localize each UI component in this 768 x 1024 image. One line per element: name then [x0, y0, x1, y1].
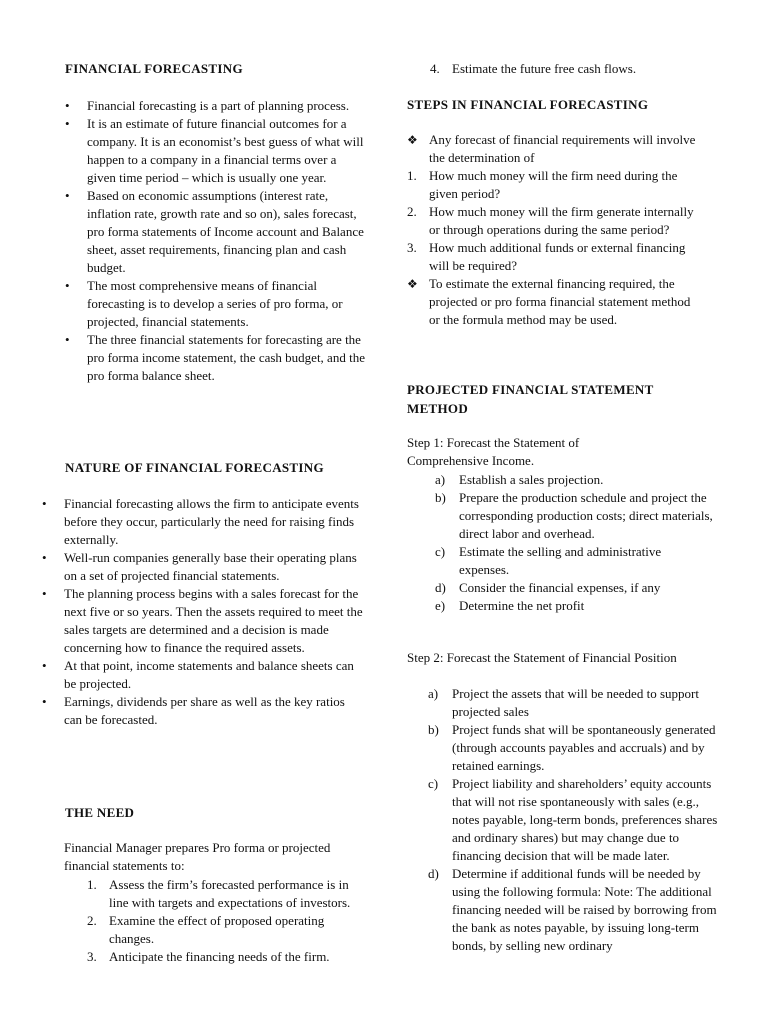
diamond-bullet-icon: ❖ [407, 133, 418, 147]
list-item [428, 775, 718, 865]
list-item: • The three financial statements for forecasting are the pro forma income statement, the cash budget, and the pro forma balance sheet. [87, 331, 367, 385]
steps-numbered-list [407, 167, 697, 275]
heading-the-need: THE NEED [65, 805, 135, 820]
item-number: 3. [407, 240, 417, 255]
item-number: 4. [430, 61, 440, 76]
item-text: Assess the firm’s forecasted performance is in line with targets and expectations of investors. [109, 877, 351, 910]
heading-projected-method: PROJECTED FINANCIAL STATEMENT METHOD [407, 382, 654, 416]
step2-title: Step 2: Forecast the Statement of Financial Position [407, 650, 677, 665]
item-letter: b) [428, 722, 439, 737]
list-item [435, 489, 713, 543]
need-numbered-list [87, 876, 361, 966]
list-item [428, 721, 718, 775]
item-text: Estimate the selling and administrative expenses. [459, 544, 662, 577]
diamond-bullet-icon: ❖ [407, 277, 418, 291]
list-item: • The planning process begins with a sales forecast for the next five or so years. Then the assets required to meet the sales targets are determined and a decision is made concerning how to finance the required assets. [64, 585, 364, 657]
item-number: 1. [407, 168, 417, 183]
steps-block [407, 131, 697, 329]
item-letter: a) [428, 686, 439, 701]
item-number: 2. [407, 204, 417, 219]
item-text: Project liability and shareholders’ equity accounts that will not rise spontaneously with sales (e.g., notes payable, long-term bonds, preferences shares and ordinary shares) but may change due to financing decision that will be made later. [452, 776, 718, 863]
forecasting-bullet-list [87, 97, 367, 385]
list-item: • Financial forecasting allows the firm to anticipate events before they occur, particularly the need for raising finds externally. [64, 495, 364, 549]
item-text: How much money will the firm generate internally or through operations during the same period? [429, 204, 694, 237]
item-text: Determine the net profit [459, 598, 585, 613]
need-list-continued [430, 60, 752, 78]
list-item: • It is an estimate of future financial outcomes for a company. It is an economist’s best guess of what will happen to a company in a financial terms over a given time period – which is usually one year. [87, 115, 367, 187]
item-text: How much additional funds or external financing will be required? [429, 240, 686, 273]
list-item [407, 203, 697, 239]
list-item [87, 912, 361, 948]
item-text: Estimate the future free cash flows. [452, 61, 637, 76]
list-item [435, 579, 713, 597]
item-letter: e) [435, 598, 446, 613]
item-letter: c) [435, 544, 446, 559]
heading-nature: NATURE OF FINANCIAL FORECASTING [65, 460, 324, 475]
list-item [87, 948, 361, 966]
step1-title: Step 1: Forecast the Statement of Comprehensive Income. [407, 435, 580, 468]
list-item: • Based on economic assumptions (interest rate, inflation rate, growth rate and so on), sales forecast, pro forma statements of Income account and Balance sheet, asset requirements, financing plan and cash budget. [87, 187, 367, 277]
list-item [407, 167, 697, 203]
list-item [407, 239, 697, 275]
item-text: To estimate the external financing required, the projected or pro forma financial statement method or the formula method may be used. [429, 276, 691, 327]
item-text: Anticipate the financing needs of the firm. [109, 949, 330, 964]
list-item: • Financial forecasting is a part of planning process. [87, 97, 367, 115]
item-number: 1. [87, 877, 97, 892]
list-item: • Earnings, dividends per share as well as the key ratios can be forecasted. [64, 693, 364, 729]
item-text: How much money will the firm need during the given period? [429, 168, 678, 201]
item-letter: d) [428, 866, 439, 881]
heading-steps: STEPS IN FINANCIAL FORECASTING [407, 97, 649, 112]
item-text: Prepare the production schedule and project the corresponding production costs; direct materials, direct labor and overhead. [459, 490, 713, 541]
item-letter: d) [435, 580, 446, 595]
item-text: Consider the financial expenses, if any [459, 580, 661, 595]
list-item [435, 543, 713, 579]
step2-list [428, 685, 718, 955]
step1-list [435, 471, 713, 615]
item-number: 2. [87, 913, 97, 928]
nature-bullet-list [64, 495, 364, 729]
list-item: • The most comprehensive means of financial forecasting is to develop a series of pro forma, or projected, financial statements. [87, 277, 367, 331]
list-item [87, 876, 361, 912]
item-letter: b) [435, 490, 446, 505]
list-item [428, 685, 718, 721]
diamond-item [407, 131, 697, 167]
item-letter: c) [428, 776, 439, 791]
diamond-item [407, 275, 697, 329]
item-text: Determine if additional funds will be needed by using the following formula: Note: The additional financing needed will be raised by borrowing from the bank as notes payable, by issuing long-term bonds, by selling new ordinary [452, 866, 717, 953]
item-text: Project funds shat will be spontaneously generated (through accounts payables and accruals) and by retained earnings. [452, 722, 716, 773]
list-item [428, 865, 718, 955]
list-item [430, 60, 752, 78]
item-text: Examine the effect of proposed operating changes. [109, 913, 325, 946]
need-intro: Financial Manager prepares Pro forma or projected financial statements to: [64, 840, 331, 873]
item-text: Establish a sales projection. [459, 472, 604, 487]
list-item: • At that point, income statements and balance sheets can be projected. [64, 657, 364, 693]
item-text: Project the assets that will be needed to support projected sales [452, 686, 699, 719]
list-item [435, 597, 713, 615]
item-number: 3. [87, 949, 97, 964]
heading-financial-forecasting: FINANCIAL FORECASTING [65, 61, 243, 76]
item-letter: a) [435, 472, 446, 487]
list-item [435, 471, 713, 489]
item-text: Any forecast of financial requirements will involve the determination of [429, 132, 696, 165]
list-item: • Well-run companies generally base their operating plans on a set of projected financial statements. [64, 549, 364, 585]
